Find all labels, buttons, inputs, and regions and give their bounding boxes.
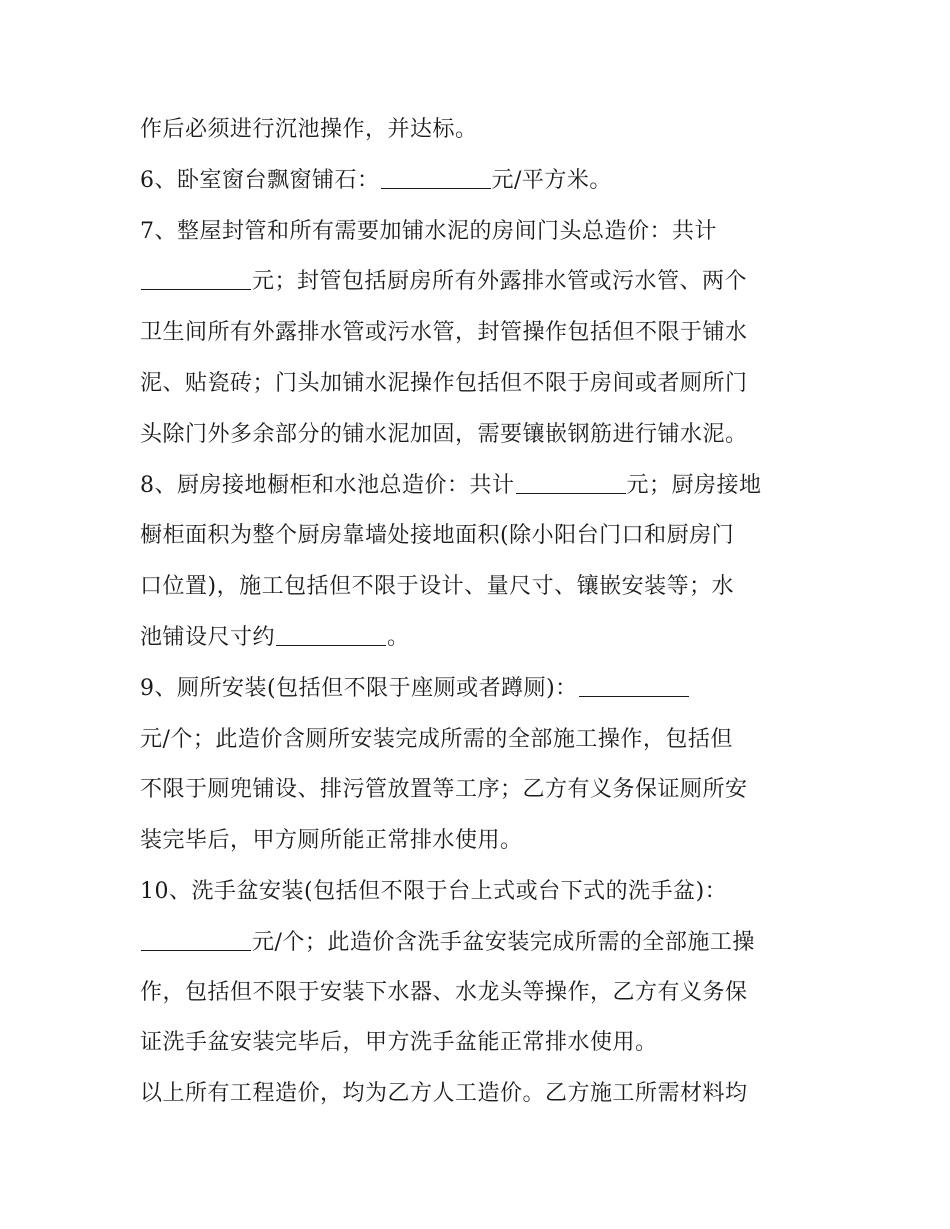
text-segment: 装完毕后，甲方厕所能正常排水使用。: [140, 828, 523, 853]
text-line: [140, 516, 820, 556]
text-segment: 元/个；此造价含厕所安装完成所需的全部施工操作，包括但: [140, 727, 733, 752]
text-line: [140, 466, 820, 506]
text-segment: 橱柜面积为整个厨房靠墙处接地面积(除小阳台门口和厨房门: [140, 523, 735, 548]
text-line: [140, 161, 820, 201]
text-segment: 7、整屋封管和所有需要加铺水泥的房间门头总造价：共计: [140, 219, 717, 244]
text-line: [140, 1023, 820, 1063]
text-segment: 元/平方米。: [491, 168, 612, 193]
text-segment: 池铺设尺寸约: [140, 625, 276, 650]
fill-in-blank: [579, 670, 689, 697]
text-segment: 元；厨房接地: [626, 473, 762, 498]
text-line: [140, 415, 820, 455]
fill-in-blank: [516, 467, 626, 494]
text-segment: 9、厕所安装(包括但不限于座厕或者蹲厕)：: [140, 676, 578, 701]
text-line: [140, 262, 820, 302]
text-segment: 。: [387, 625, 410, 650]
text-line: [140, 720, 820, 760]
fill-in-blank: [276, 619, 386, 646]
text-line: [140, 923, 820, 963]
text-segment: 6、卧室窗台飘窗铺石：: [140, 168, 380, 193]
fill-in-blank: [141, 263, 251, 290]
text-line: [140, 364, 820, 404]
text-segment: 作后必须进行沉池操作，并达标。: [140, 117, 478, 142]
text-segment: 口位置)，施工包括但不限于设计、量尺寸、镶嵌安装等；水: [140, 574, 735, 599]
text-segment: 8、厨房接地橱柜和水池总造价：共计: [140, 473, 515, 498]
text-segment: 元；封管包括厨房所有外露排水管或污水管、两个: [252, 269, 748, 294]
fill-in-blank: [381, 162, 491, 189]
text-line: [140, 770, 820, 810]
text-line: [140, 618, 820, 658]
fill-in-blank: [141, 924, 251, 951]
text-segment: 以上所有工程造价，均为乙方人工造价。乙方施工所需材料均: [140, 1081, 748, 1106]
text-line: [140, 669, 820, 709]
text-line: [140, 212, 820, 252]
text-line: [140, 872, 820, 912]
text-segment: 不限于厕兜铺设、排污管放置等工序；乙方有义务保证厕所安: [140, 777, 748, 802]
text-line: [140, 1074, 820, 1114]
text-segment: 证洗手盆安装完毕后，甲方洗手盆能正常排水使用。: [140, 1030, 658, 1055]
text-line: [140, 973, 820, 1013]
text-line: [140, 313, 820, 353]
text-segment: 作，包括但不限于安装下水器、水龙头等操作，乙方有义务保: [140, 980, 748, 1005]
text-segment: 头除门外多余部分的铺水泥加固，需要镶嵌钢筋进行铺水泥。: [140, 422, 748, 447]
text-line: [140, 110, 820, 150]
text-line: [140, 821, 820, 861]
text-segment: 泥、贴瓷砖；门头加铺水泥操作包括但不限于房间或者厕所门: [140, 371, 748, 396]
text-line: [140, 567, 820, 607]
text-segment: 元/个；此造价含洗手盆安装完成所需的全部施工操: [252, 930, 755, 955]
text-segment: 卫生间所有外露排水管或污水管，封管操作包括但不限于铺水: [140, 320, 748, 345]
text-segment: 10、洗手盆安装(包括但不限于台上式或台下式的洗手盆)：: [140, 879, 728, 904]
